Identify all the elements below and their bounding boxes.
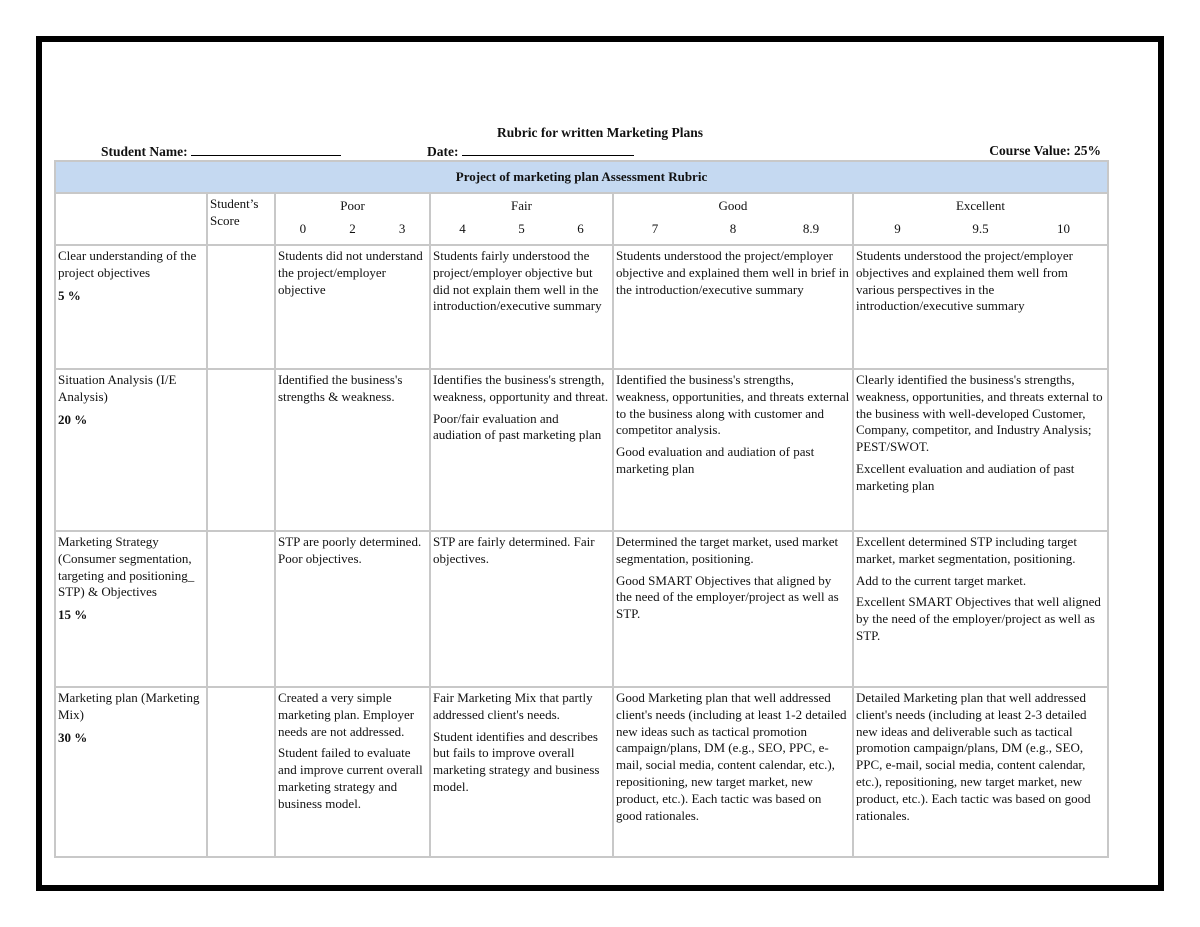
student-name-label: Student Name: [101, 144, 188, 159]
fair-cell [430, 369, 613, 531]
criterion-row [55, 369, 1108, 531]
score-value: 8 [729, 220, 737, 236]
poor-cell [275, 245, 430, 369]
poor-cell [275, 369, 430, 531]
good-cell [613, 687, 853, 857]
excellent-cell [853, 245, 1108, 369]
date-label: Date: [427, 144, 459, 159]
descriptor: Good SMART Objectives that aligned by the need of the employer/project as well as STP. [616, 572, 839, 622]
criterion-row [55, 531, 1108, 687]
criterion-row [55, 245, 1108, 369]
date-field [427, 143, 634, 160]
fair-cell [430, 531, 613, 687]
descriptor: Good Marketing plan that well addressed client's needs (including at least 1-2 detailed new ideas such as tactical promotion campaign/plans, DM (e.g., SEO, PPC, e-mail, social media, content calendar, etc.), repositioning, new target market, new product, etc.). Each tactic was based on good rationales. [616, 689, 847, 824]
excellent-cell [853, 531, 1108, 687]
descriptor: Determined the target market, used market segmentation, positioning. [616, 533, 839, 566]
criterion-header-cell [55, 193, 207, 245]
score-value: 2 [349, 220, 356, 236]
descriptor: Student failed to evaluate and improve current overall marketing strategy and business model. [278, 745, 423, 812]
level-name: Poor [340, 198, 365, 213]
criterion-weight: 15 % [58, 607, 88, 623]
rubric-banner: Project of marketing plan Assessment Rubric [55, 161, 1108, 193]
poor-cell [275, 687, 430, 857]
criterion-cell [55, 531, 207, 687]
criterion-text: Clear understanding of the project objectives [58, 247, 197, 280]
score-value: 6 [577, 220, 584, 236]
level-good [613, 193, 853, 245]
student-score-cell [207, 531, 275, 687]
level-poor [275, 193, 430, 245]
level-header-row [55, 193, 1108, 245]
descriptor: Excellent determined STP including target market, market segmentation, positioning. [856, 533, 1077, 566]
criterion-cell [55, 369, 207, 531]
level-excellent [853, 193, 1108, 245]
score-value: 5 [518, 220, 525, 236]
descriptor: Detailed Marketing plan that well addressed client's needs (including at least 2-3 detailed new ideas and deliverable such as tactical promotion campaign/plans, DM (e.g., SEO, PPC, e-mail, social media, content calendar, etc.), repositioning, new target market, new product, etc.). Each tactic was based on good rationales. [856, 689, 1091, 824]
descriptor: Created a very simple marketing plan. Employer needs are not addressed. [278, 689, 415, 739]
fair-cell [430, 687, 613, 857]
criterion-weight: 30 % [58, 729, 88, 745]
student-score-cell [207, 687, 275, 857]
criterion-text: Situation Analysis (I/E Analysis) [58, 371, 177, 404]
descriptor: Add to the current target market. [856, 572, 1027, 588]
level-name: Fair [511, 198, 532, 213]
excellent-cell [853, 369, 1108, 531]
descriptor: STP are poorly determined. Poor objectives. [278, 533, 422, 566]
date-blank [462, 143, 634, 156]
score-value: 3 [398, 220, 406, 236]
student-name-field [101, 143, 341, 160]
score-value: 4 [459, 220, 466, 236]
descriptor: Poor/fair evaluation and audiation of past marketing plan [433, 410, 602, 443]
score-value: 8.9 [802, 220, 820, 236]
descriptor: Excellent SMART Objectives that well aligned by the need of the employer/project as well as STP. [856, 594, 1101, 644]
poor-cell [275, 531, 430, 687]
descriptor: STP are fairly determined. Fair objectives. [433, 533, 595, 566]
document-title: Rubric for written Marketing Plans [497, 125, 703, 140]
score-value: 7 [651, 220, 659, 236]
descriptor: Excellent evaluation and audiation of past marketing plan [856, 461, 1075, 494]
descriptor: Identifies the business's strength, weakness, opportunity and threat. [433, 371, 609, 404]
good-cell [613, 245, 853, 369]
score-header-cell: Student’s Score [207, 193, 275, 245]
criterion-cell [55, 245, 207, 369]
score-value: 9 [894, 220, 901, 236]
descriptor: Good evaluation and audiation of past marketing plan [616, 444, 815, 477]
score-value: 9.5 [972, 220, 989, 236]
score-value: 0 [299, 220, 307, 236]
student-name-blank [191, 143, 341, 156]
good-cell [613, 531, 853, 687]
criterion-weight: 20 % [58, 411, 88, 427]
student-score-cell [207, 369, 275, 531]
criterion-text: Marketing Strategy (Consumer segmentation, targeting and positioning_ STP) & Objectives [58, 533, 195, 600]
descriptor: Clearly identified the business's strengths, weakness, opportunities, and threats external to the business with well-developed Customer, Company, competitor, and Industry Analysis; PEST/SWOT. [856, 371, 1103, 455]
score-value: 10 [1057, 220, 1070, 236]
rubric-table [54, 160, 1109, 858]
student-score-cell [207, 245, 275, 369]
descriptor: Students understood the project/employer objectives and explained them well from various perspectives in the introduction/executive summary [856, 247, 1073, 314]
criterion-weight: 5 % [58, 287, 81, 303]
level-name: Excellent [955, 198, 1006, 213]
banner-row [55, 161, 1108, 193]
criterion-text: Marketing plan (Marketing Mix) [58, 689, 200, 722]
descriptor: Students fairly understood the project/employer objective but did not explain them well in the introduction/executive summary [433, 247, 602, 314]
good-cell [613, 369, 853, 531]
course-value: Course Value: 25% [989, 143, 1101, 158]
fair-cell [430, 245, 613, 369]
excellent-cell [853, 687, 1108, 857]
level-fair [430, 193, 613, 245]
descriptor: Students did not understand the project/employer objective [278, 247, 423, 297]
level-name: Good [718, 198, 748, 213]
descriptor: Student identifies and describes but fails to improve overall marketing strategy and business model. [433, 728, 600, 795]
criterion-row [55, 687, 1108, 857]
descriptor: Fair Marketing Mix that partly addressed client's needs. [433, 689, 593, 722]
criterion-cell [55, 687, 207, 857]
descriptor: Identified the business's strengths, weakness, opportunities, and threats external to the business along with customer and competitor analysis. [616, 371, 850, 438]
descriptor: Identified the business's strengths & weakness. [278, 371, 403, 404]
descriptor: Students understood the project/employer objective and explained them well in brief in the introduction/executive summary [616, 247, 849, 297]
